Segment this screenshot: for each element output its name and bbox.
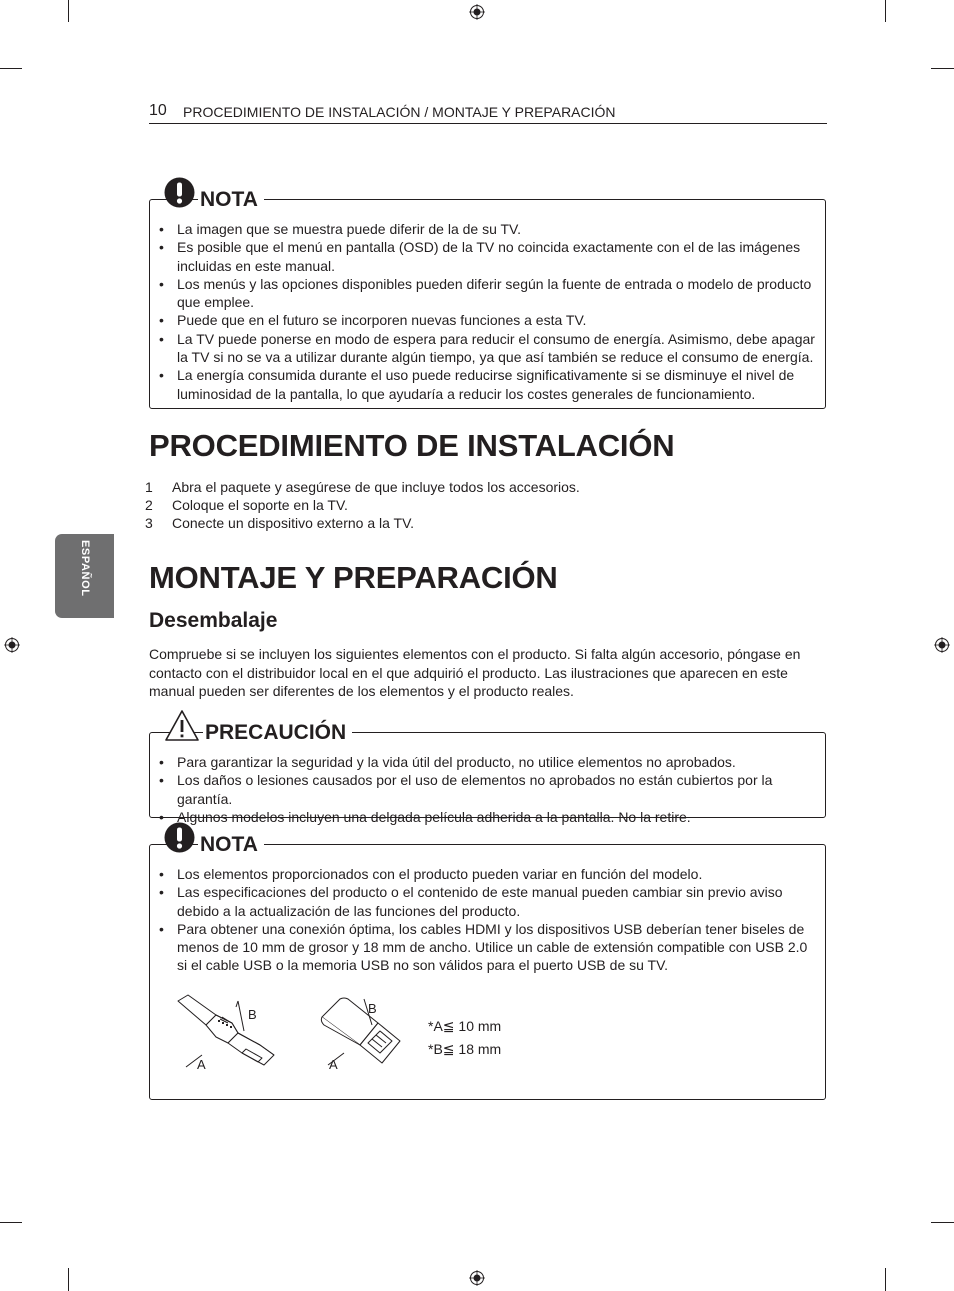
note-title: NOTA bbox=[198, 188, 264, 212]
list-item bbox=[145, 496, 580, 514]
language-tab-label: ESPAÑOL bbox=[79, 540, 91, 597]
hdmi-plug-illustration bbox=[174, 993, 284, 1073]
note-box bbox=[149, 188, 826, 409]
usb-label-b: B bbox=[368, 1001, 377, 1016]
warning-triangle-icon bbox=[164, 709, 200, 742]
hdmi-label-b: B bbox=[248, 1007, 257, 1022]
page-number: 10 bbox=[149, 102, 167, 119]
dimension-a: *A≦ 10 mm bbox=[428, 1018, 502, 1034]
crop-mark bbox=[885, 0, 886, 22]
note-box bbox=[149, 833, 826, 1100]
crop-mark bbox=[931, 1222, 954, 1223]
step-number: 2 bbox=[145, 497, 153, 513]
list-item: • La TV puede ponerse en modo de espera para reducir el consumo de energía. Asimismo, debe apagar la TV si no se va a utilizar durante algún tiempo, ya que así también se reduce el consumo de energía. bbox=[159, 330, 817, 367]
note-list bbox=[159, 865, 817, 975]
crop-mark bbox=[885, 1268, 886, 1291]
crop-mark bbox=[68, 1268, 69, 1291]
unpacking-paragraph: Compruebe si se incluyen los siguientes elementos con el producto. Si falta algún accesorio, póngase en contacto con el distribuidor local en el que adquirió el producto. Las ilustraciones que aparecen en este manual pueden ser diferentes de los elementos y el producto reales. bbox=[149, 646, 801, 699]
registration-mark-icon bbox=[934, 637, 950, 653]
list-item: • Los elementos proporcionados con el producto pueden variar en función del modelo. bbox=[159, 865, 817, 883]
step-number: 1 bbox=[145, 479, 153, 495]
caution-title: PRECAUCIÓN bbox=[203, 721, 352, 745]
crop-mark bbox=[0, 68, 22, 69]
step-text: Abra el paquete y asegúrese de que incluye todos los accesorios. bbox=[172, 479, 580, 495]
caution-list bbox=[159, 753, 817, 826]
crop-mark bbox=[0, 1222, 22, 1223]
usb-label-a: A bbox=[329, 1057, 338, 1072]
exclamation-circle-icon bbox=[164, 177, 195, 208]
list-item: • Para obtener una conexión óptima, los cables HDMI y los dispositivos USB deberían tener biseles de menos de 10 mm de grosor y 18 mm de ancho. Utilice un cable de extensión compatible con USB 2.0 si el cable USB o la memoria USB no son válidos para el puerto USB de su TV. bbox=[159, 920, 817, 975]
step-text: Conecte un dispositivo externo a la TV. bbox=[172, 515, 415, 531]
running-header: PROCEDIMIENTO DE INSTALACIÓN / MONTAJE Y PREPARACIÓN bbox=[183, 104, 616, 120]
list-item: • La imagen que se muestra puede diferir de la de su TV. bbox=[159, 220, 817, 238]
dimension-b: *B≦ 18 mm bbox=[428, 1041, 502, 1057]
installation-steps bbox=[145, 478, 580, 532]
list-item bbox=[145, 478, 580, 496]
list-item: • Algunos modelos incluyen una delgada película adherida a la pantalla. No la retire. bbox=[159, 808, 817, 826]
list-item: • Es posible que el menú en pantalla (OSD) de la TV no coincida exactamente con el de las imágenes incluidas en este manual. bbox=[159, 238, 817, 275]
language-tab bbox=[55, 534, 114, 618]
registration-mark-icon bbox=[469, 1270, 485, 1286]
assembly-heading: MONTAJE Y PREPARACIÓN bbox=[149, 560, 558, 595]
list-item: • Los daños o lesiones causados por el uso de elementos no aprobados no están cubiertos por la garantía. bbox=[159, 771, 817, 808]
list-item: • Puede que en el futuro se incorporen nuevas funciones a esta TV. bbox=[159, 311, 817, 329]
registration-mark-icon bbox=[4, 637, 20, 653]
step-text: Coloque el soporte en la TV. bbox=[172, 497, 348, 513]
note-title: NOTA bbox=[198, 833, 264, 857]
crop-mark bbox=[68, 0, 69, 22]
list-item: • Los menús y las opciones disponibles pueden diferir según la fuente de entrada o modelo de producto que emplee. bbox=[159, 275, 817, 312]
installation-heading: PROCEDIMIENTO DE INSTALACIÓN bbox=[149, 428, 675, 463]
registration-mark-icon bbox=[469, 4, 485, 20]
list-item: • Para garantizar la seguridad y la vida útil del producto, no utilice elementos no aprobados. bbox=[159, 753, 817, 771]
crop-mark bbox=[931, 68, 954, 69]
exclamation-circle-icon bbox=[164, 822, 195, 853]
list-item bbox=[145, 514, 580, 532]
unpacking-heading: Desembalaje bbox=[149, 609, 278, 632]
page-header bbox=[149, 101, 827, 124]
list-item: • Las especificaciones del producto o el contenido de este manual pueden cambiar sin previo aviso debido a la actualización de las funciones del producto. bbox=[159, 883, 817, 920]
hdmi-label-a: A bbox=[197, 1057, 206, 1072]
list-item: • La energía consumida durante el uso puede reducirse significativamente si se disminuye el nivel de luminosidad de la pantalla, lo que ayudaría a reducir los costes generales de funcionamiento. bbox=[159, 366, 817, 403]
caution-box bbox=[149, 721, 826, 825]
note-list bbox=[159, 220, 817, 403]
step-number: 3 bbox=[145, 515, 153, 531]
